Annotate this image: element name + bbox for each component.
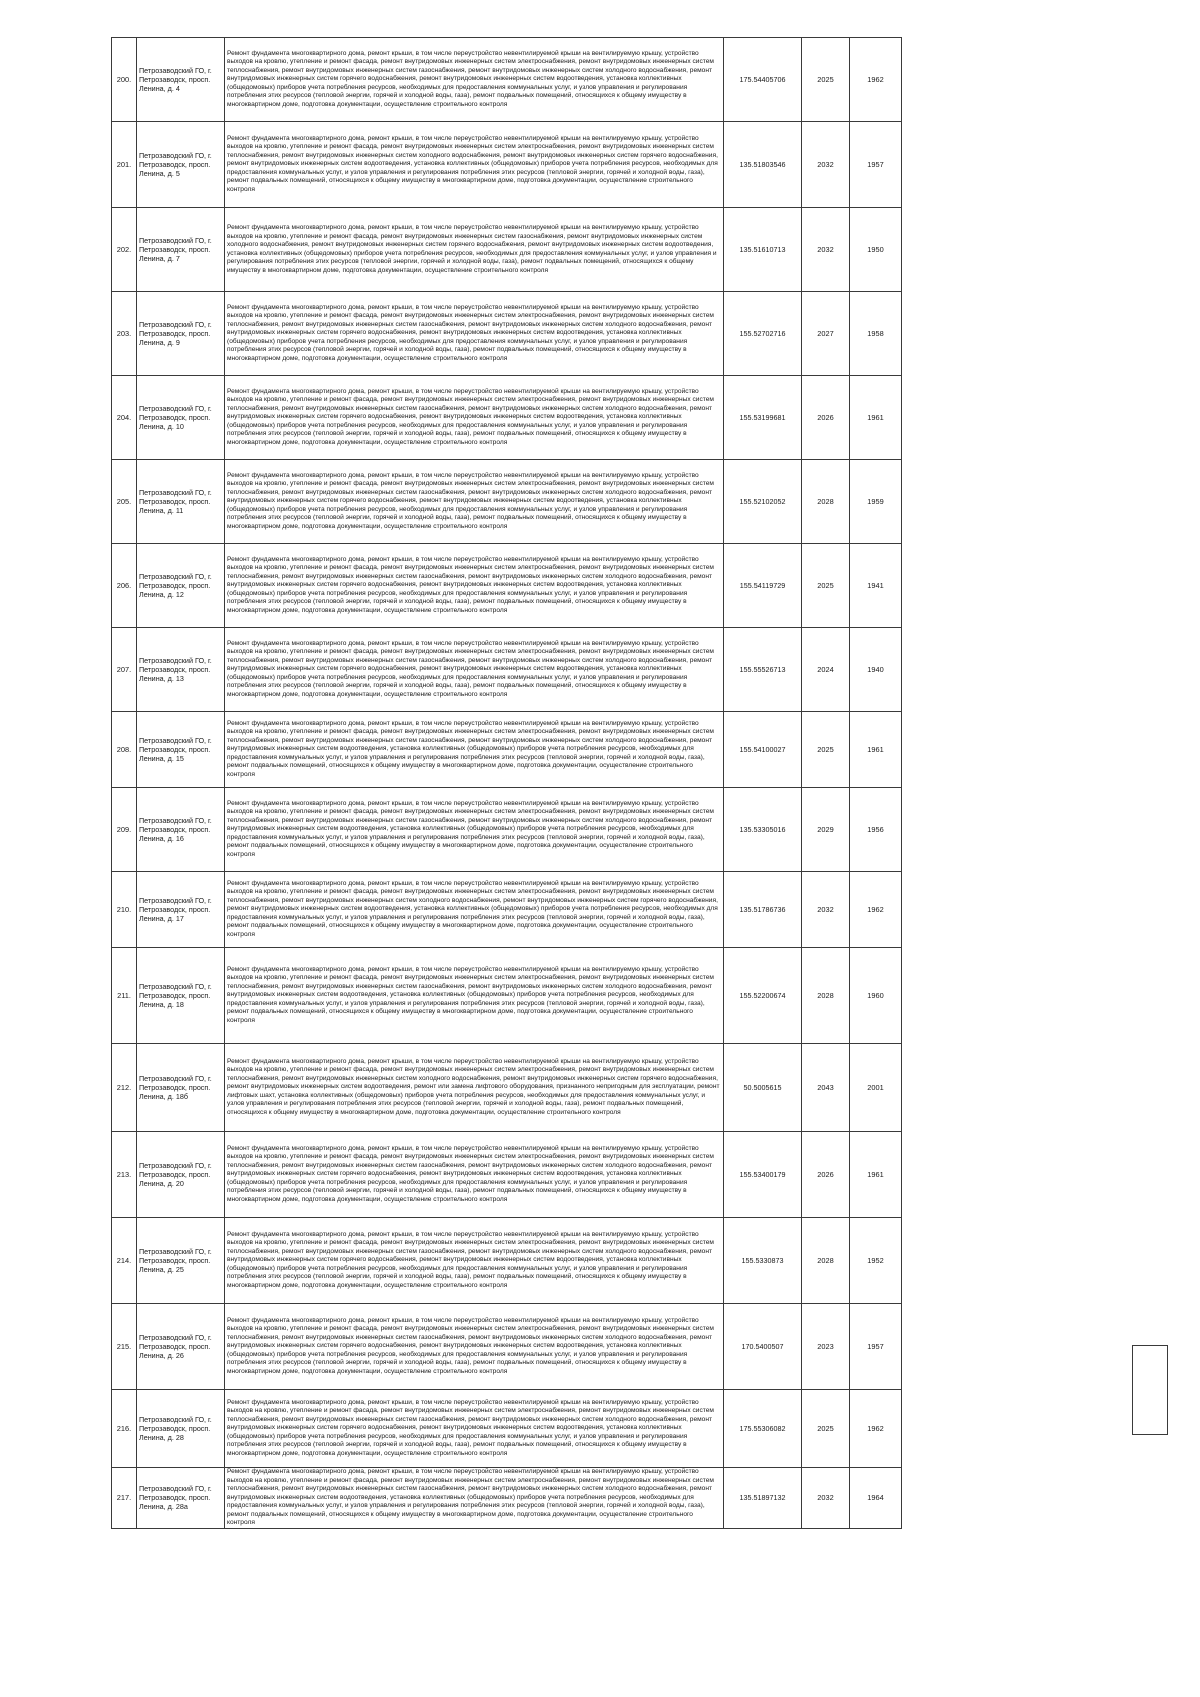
table-row — [112, 460, 902, 544]
address-cell: Петрозаводский ГО, г. Петрозаводск, просп. Ленина, д. 4 — [137, 38, 225, 122]
row-number: 204. — [112, 376, 137, 460]
address-cell: Петрозаводский ГО, г. Петрозаводск, просп. Ленина, д. 25 — [137, 1218, 225, 1304]
object-id-cell: 155.53400179 — [724, 1132, 802, 1218]
planned-year-cell: 2027 — [802, 292, 850, 376]
address-cell: Петрозаводский ГО, г. Петрозаводск, просп. Ленина, д. 28а — [137, 1468, 225, 1529]
address-cell: Петрозаводский ГО, г. Петрозаводск, просп. Ленина, д. 26 — [137, 1304, 225, 1390]
planned-year-cell: 2024 — [802, 628, 850, 712]
works-cell: Ремонт фундамента многоквартирного дома, ремонт крыши, в том числе переустройство невентилируемой крыши на вентилируемую крышу, устройство выходов на кровлю, утепление и ремонт фасада, ремонт внутридомовых инженерных систем электроснабжения, ремонт внутридомовых инженерных систем теплоснабжения, ремонт внутридомовых инженерных систем газоснабжения, ремонт внутридомовых инженерных систем холодного водоснабжения, ремонт внутридомовых инженерных систем горячего водоснабжения, ремонт внутридомовых инженерных систем водоотведения, установка коллективных (общедомовых) приборов учета потребления ресурсов, необходимых для предоставления коммунальных услуг, и узлов управления и регулирования потребления этих ресурсов (тепловой энергии, горячей и холодной воды, газа), ремонт подвальных помещений, относящихся к общему имуществу в многоквартирном доме, подготовка документации, осуществление строительного контроля — [225, 1304, 724, 1390]
built-year-cell: 1962 — [850, 1390, 902, 1468]
address-cell: Петрозаводский ГО, г. Петрозаводск, просп. Ленина, д. 18 — [137, 948, 225, 1044]
document-sheet — [111, 37, 891, 1529]
works-cell: Ремонт фундамента многоквартирного дома, ремонт крыши, в том числе переустройство невентилируемой крыши на вентилируемую крышу, устройство выходов на кровлю, утепление и ремонт фасада, ремонт внутридомовых инженерных систем электроснабжения, ремонт внутридомовых инженерных систем теплоснабжения, ремонт внутридомовых инженерных систем газоснабжения, ремонт внутридомовых инженерных систем холодного водоснабжения, ремонт внутридомовых инженерных систем горячего водоснабжения, ремонт внутридомовых инженерных систем водоотведения, установка коллективных (общедомовых) приборов учета потребления ресурсов, необходимых для предоставления коммунальных услуг, и узлов управления и регулирования потребления этих ресурсов (тепловой энергии, горячей и холодной воды, газа), ремонт подвальных помещений, относящихся к общему имуществу в многоквартирном доме, подготовка документации, осуществление строительного контроля — [225, 1218, 724, 1304]
address-cell: Петрозаводский ГО, г. Петрозаводск, просп. Ленина, д. 13 — [137, 628, 225, 712]
works-cell: Ремонт фундамента многоквартирного дома, ремонт крыши, в том числе переустройство невентилируемой крыши на вентилируемую крышу, устройство выходов на кровлю, утепление и ремонт фасада, ремонт внутридомовых инженерных систем электроснабжения, ремонт внутридомовых инженерных систем теплоснабжения, ремонт внутридомовых инженерных систем газоснабжения, ремонт внутридомовых инженерных систем холодного водоснабжения, ремонт внутридомовых инженерных систем горячего водоснабжения, ремонт внутридомовых инженерных систем водоотведения, установка коллективных (общедомовых) приборов учета потребления ресурсов, необходимых для предоставления коммунальных услуг, и узлов управления и регулирования потребления этих ресурсов (тепловой энергии, горячей и холодной воды, газа), ремонт подвальных помещений, относящихся к общему имуществу в многоквартирном доме, подготовка документации, осуществление строительного контроля — [225, 628, 724, 712]
row-number: 215. — [112, 1304, 137, 1390]
built-year-cell: 1950 — [850, 208, 902, 292]
row-number: 210. — [112, 872, 137, 948]
built-year-cell: 1956 — [850, 788, 902, 872]
works-cell: Ремонт фундамента многоквартирного дома, ремонт крыши, в том числе переустройство невентилируемой крыши на вентилируемую крышу, устройство выходов на кровлю, утепление и ремонт фасада, ремонт внутридомовых инженерных систем электроснабжения, ремонт внутридомовых инженерных систем теплоснабжения, ремонт внутридомовых инженерных систем газоснабжения, ремонт внутридомовых инженерных систем холодного водоснабжения, ремонт внутридомовых инженерных систем горячего водоснабжения, ремонт внутридомовых инженерных систем водоотведения, установка коллективных (общедомовых) приборов учета потребления ресурсов, необходимых для предоставления коммунальных услуг, и узлов управления и регулирования потребления этих ресурсов (тепловой энергии, горячей и холодной воды, газа), ремонт подвальных помещений, относящихся к общему имуществу в многоквартирном доме, подготовка документации, осуществление строительного контроля — [225, 376, 724, 460]
planned-year-cell: 2028 — [802, 1218, 850, 1304]
row-number: 217. — [112, 1468, 137, 1529]
object-id-cell: 155.53199681 — [724, 376, 802, 460]
object-id-cell: 170.5400507 — [724, 1304, 802, 1390]
object-id-cell: 155.54119729 — [724, 544, 802, 628]
built-year-cell: 1952 — [850, 1218, 902, 1304]
object-id-cell: 155.5330873 — [724, 1218, 802, 1304]
works-cell: Ремонт фундамента многоквартирного дома, ремонт крыши, в том числе переустройство невентилируемой крыши на вентилируемую крышу, устройство выходов на кровлю, утепление и ремонт фасада, ремонт внутридомовых инженерных систем электроснабжения, ремонт внутридомовых инженерных систем теплоснабжения, ремонт внутридомовых инженерных систем газоснабжения, ремонт внутридомовых инженерных систем холодного водоснабжения, ремонт внутридомовых инженерных систем водоотведения, установка коллективных (общедомовых) приборов учета потребления ресурсов, необходимых для предоставления коммунальных услуг, и узлов управления и регулирования потребления этих ресурсов (тепловой энергии, горячей и холодной воды, газа), ремонт подвальных помещений, относящихся к общему имуществу в многоквартирном доме, подготовка документации, осуществление строительного контроля — [225, 1468, 724, 1529]
works-cell: Ремонт фундамента многоквартирного дома, ремонт крыши, в том числе переустройство невентилируемой крыши на вентилируемую крышу, устройство выходов на кровлю, утепление и ремонт фасада, ремонт внутридомовых инженерных систем электроснабжения, ремонт внутридомовых инженерных систем теплоснабжения, ремонт внутридомовых инженерных систем холодного водоснабжения, ремонт внутридомовых инженерных систем горячего водоснабжения, ремонт внутридомовых инженерных систем водоотведения, ремонт или замена лифтового оборудования, признанного непригодным для эксплуатации, ремонт лифтовых шахт, установка коллективных (общедомовых) приборов учета потребления ресурсов, необходимых для предоставления коммунальных услуг, и узлов управления и регулирования потребления этих ресурсов (тепловой энергии, горячей и холодной воды, газа), ремонт подвальных помещений, относящихся к общему имуществу в многоквартирном доме, подготовка документации, осуществление строительного контроля — [225, 1044, 724, 1132]
table-row — [112, 1044, 902, 1132]
row-number: 202. — [112, 208, 137, 292]
built-year-cell: 1962 — [850, 38, 902, 122]
works-cell: Ремонт фундамента многоквартирного дома, ремонт крыши, в том числе переустройство невентилируемой крыши на вентилируемую крышу, устройство выходов на кровлю, утепление и ремонт фасада, ремонт внутридомовых инженерных систем электроснабжения, ремонт внутридомовых инженерных систем теплоснабжения, ремонт внутридомовых инженерных систем холодного водоснабжения, ремонт внутридомовых инженерных систем горячего водоснабжения, ремонт внутридомовых инженерных систем водоотведения, установка коллективных (общедомовых) приборов учета потребления ресурсов, необходимых для предоставления коммунальных услуг, и узлов управления и регулирования потребления этих ресурсов (тепловой энергии, горячей и холодной воды, газа), ремонт подвальных помещений, относящихся к общему имуществу в многоквартирном доме, подготовка документации, осуществление строительного контроля — [225, 872, 724, 948]
address-cell: Петрозаводский ГО, г. Петрозаводск, просп. Ленина, д. 10 — [137, 376, 225, 460]
table-row — [112, 872, 902, 948]
table-row — [112, 788, 902, 872]
works-cell: Ремонт фундамента многоквартирного дома, ремонт крыши, в том числе переустройство невентилируемой крыши на вентилируемую крышу, устройство выходов на кровлю, утепление и ремонт фасада, ремонт внутридомовых инженерных систем электроснабжения, ремонт внутридомовых инженерных систем теплоснабжения, ремонт внутридомовых инженерных систем холодного водоснабжения, ремонт внутридомовых инженерных систем горячего водоснабжения, ремонт внутридомовых инженерных систем водоотведения, установка коллективных (общедомовых) приборов учета потребления ресурсов, необходимых для предоставления коммунальных услуг, и узлов управления и регулирования потребления этих ресурсов (тепловой энергии, горячей и холодной воды, газа), ремонт подвальных помещений, относящихся к общему имуществу в многоквартирном доме, подготовка документации, осуществление строительного контроля — [225, 122, 724, 208]
table-row — [112, 628, 902, 712]
built-year-cell: 1941 — [850, 544, 902, 628]
table-row — [112, 544, 902, 628]
address-cell: Петрозаводский ГО, г. Петрозаводск, просп. Ленина, д. 17 — [137, 872, 225, 948]
address-cell: Петрозаводский ГО, г. Петрозаводск, просп. Ленина, д. 20 — [137, 1132, 225, 1218]
planned-year-cell: 2025 — [802, 544, 850, 628]
built-year-cell: 1957 — [850, 122, 902, 208]
works-cell: Ремонт фундамента многоквартирного дома, ремонт крыши, в том числе переустройство невентилируемой крыши на вентилируемую крышу, устройство выходов на кровлю, утепление и ремонт фасада, ремонт внутридомовых инженерных систем электроснабжения, ремонт внутридомовых инженерных систем теплоснабжения, ремонт внутридомовых инженерных систем газоснабжения, ремонт внутридомовых инженерных систем холодного водоснабжения, ремонт внутридомовых инженерных систем горячего водоснабжения, ремонт внутридомовых инженерных систем водоотведения, установка коллективных (общедомовых) приборов учета потребления ресурсов, необходимых для предоставления коммунальных услуг, и узлов управления и регулирования потребления этих ресурсов (тепловой энергии, горячей и холодной воды, газа), ремонт подвальных помещений, относящихся к общему имуществу в многоквартирном доме, подготовка документации, осуществление строительного контроля — [225, 544, 724, 628]
object-id-cell: 50.5005615 — [724, 1044, 802, 1132]
address-cell: Петрозаводский ГО, г. Петрозаводск, просп. Ленина, д. 12 — [137, 544, 225, 628]
object-id-cell: 155.52200674 — [724, 948, 802, 1044]
works-cell: Ремонт фундамента многоквартирного дома, ремонт крыши, в том числе переустройство невентилируемой крыши на вентилируемую крышу, устройство выходов на кровлю, утепление и ремонт фасада, ремонт внутридомовых инженерных систем электроснабжения, ремонт внутридомовых инженерных систем теплоснабжения, ремонт внутридомовых инженерных систем газоснабжения, ремонт внутридомовых инженерных систем холодного водоснабжения, ремонт внутридомовых инженерных систем горячего водоснабжения, ремонт внутридомовых инженерных систем водоотведения, установка коллективных (общедомовых) приборов учета потребления ресурсов, необходимых для предоставления коммунальных услуг, и узлов управления и регулирования потребления этих ресурсов (тепловой энергии, горячей и холодной воды, газа), ремонт подвальных помещений, относящихся к общему имуществу в многоквартирном доме, подготовка документации, осуществление строительного контроля — [225, 38, 724, 122]
table-row — [112, 38, 902, 122]
row-number: 201. — [112, 122, 137, 208]
row-number: 205. — [112, 460, 137, 544]
built-year-cell: 1961 — [850, 712, 902, 788]
row-number: 209. — [112, 788, 137, 872]
object-id-cell: 135.53305016 — [724, 788, 802, 872]
table-row — [112, 1390, 902, 1468]
planned-year-cell: 2032 — [802, 122, 850, 208]
table-row — [112, 1304, 902, 1390]
planned-year-cell: 2025 — [802, 712, 850, 788]
address-cell: Петрозаводский ГО, г. Петрозаводск, просп. Ленина, д. 28 — [137, 1390, 225, 1468]
planned-year-cell: 2032 — [802, 872, 850, 948]
planned-year-cell: 2032 — [802, 1468, 850, 1529]
address-cell: Петрозаводский ГО, г. Петрозаводск, просп. Ленина, д. 18б — [137, 1044, 225, 1132]
table-row — [112, 948, 902, 1044]
built-year-cell: 1962 — [850, 872, 902, 948]
row-number: 213. — [112, 1132, 137, 1218]
object-id-cell: 135.51610713 — [724, 208, 802, 292]
object-id-cell: 155.55526713 — [724, 628, 802, 712]
table-row — [112, 1218, 902, 1304]
table-row — [112, 292, 902, 376]
built-year-cell: 1964 — [850, 1468, 902, 1529]
address-cell: Петрозаводский ГО, г. Петрозаводск, просп. Ленина, д. 11 — [137, 460, 225, 544]
object-id-cell: 155.52702716 — [724, 292, 802, 376]
built-year-cell: 1961 — [850, 1132, 902, 1218]
planned-year-cell: 2023 — [802, 1304, 850, 1390]
planned-year-cell: 2032 — [802, 208, 850, 292]
planned-year-cell: 2029 — [802, 788, 850, 872]
table-row — [112, 712, 902, 788]
object-id-cell: 155.54100027 — [724, 712, 802, 788]
works-cell: Ремонт фундамента многоквартирного дома, ремонт крыши, в том числе переустройство невентилируемой крыши на вентилируемую крышу, устройство выходов на кровлю, утепление и ремонт фасада, ремонт внутридомовых инженерных систем электроснабжения, ремонт внутридомовых инженерных систем теплоснабжения, ремонт внутридомовых инженерных систем газоснабжения, ремонт внутридомовых инженерных систем холодного водоснабжения, ремонт внутридомовых инженерных систем водоотведения, установка коллективных (общедомовых) приборов учета потребления ресурсов, необходимых для предоставления коммунальных услуг, и узлов управления и регулирования потребления этих ресурсов (тепловой энергии, горячей и холодной воды, газа), ремонт подвальных помещений, относящихся к общему имуществу в многоквартирном доме, подготовка документации, осуществление строительного контроля — [225, 788, 724, 872]
address-cell: Петрозаводский ГО, г. Петрозаводск, просп. Ленина, д. 15 — [137, 712, 225, 788]
works-cell: Ремонт фундамента многоквартирного дома, ремонт крыши, в том числе переустройство невентилируемой крыши на вентилируемую крышу, устройство выходов на кровлю, утепление и ремонт фасада, ремонт внутридомовых инженерных систем газоснабжения, ремонт внутридомовых инженерных систем холодного водоснабжения, ремонт внутридомовых инженерных систем горячего водоснабжения, ремонт внутридомовых инженерных систем водоотведения, установка коллективных (общедомовых) приборов учета потребления ресурсов, необходимых для предоставления коммунальных услуг, и узлов управления и регулирования потребления этих ресурсов (тепловой энергии, горячей и холодной воды, газа), ремонт подвальных помещений, относящихся к общему имуществу в многоквартирном доме, подготовка документации, осуществление строительного контроля — [225, 208, 724, 292]
table-row — [112, 1468, 902, 1529]
address-cell: Петрозаводский ГО, г. Петрозаводск, просп. Ленина, д. 5 — [137, 122, 225, 208]
address-cell: Петрозаводский ГО, г. Петрозаводск, просп. Ленина, д. 9 — [137, 292, 225, 376]
table-row — [112, 1132, 902, 1218]
row-number: 206. — [112, 544, 137, 628]
object-id-cell: 135.51803546 — [724, 122, 802, 208]
planned-year-cell: 2028 — [802, 460, 850, 544]
row-number: 203. — [112, 292, 137, 376]
works-cell: Ремонт фундамента многоквартирного дома, ремонт крыши, в том числе переустройство невентилируемой крыши на вентилируемую крышу, устройство выходов на кровлю, утепление и ремонт фасада, ремонт внутридомовых инженерных систем электроснабжения, ремонт внутридомовых инженерных систем теплоснабжения, ремонт внутридомовых инженерных систем газоснабжения, ремонт внутридомовых инженерных систем холодного водоснабжения, ремонт внутридомовых инженерных систем горячего водоснабжения, ремонт внутридомовых инженерных систем водоотведения, установка коллективных (общедомовых) приборов учета потребления ресурсов, необходимых для предоставления коммунальных услуг, и узлов управления и регулирования потребления этих ресурсов (тепловой энергии, горячей и холодной воды, газа), ремонт подвальных помещений, относящихся к общему имуществу в многоквартирном доме, подготовка документации, осуществление строительного контроля — [225, 292, 724, 376]
table-row — [112, 122, 902, 208]
works-cell: Ремонт фундамента многоквартирного дома, ремонт крыши, в том числе переустройство невентилируемой крыши на вентилируемую крышу, устройство выходов на кровлю, утепление и ремонт фасада, ремонт внутридомовых инженерных систем электроснабжения, ремонт внутридомовых инженерных систем теплоснабжения, ремонт внутридомовых инженерных систем газоснабжения, ремонт внутридомовых инженерных систем холодного водоснабжения, ремонт внутридомовых инженерных систем горячего водоснабжения, ремонт внутридомовых инженерных систем водоотведения, установка коллективных (общедомовых) приборов учета потребления ресурсов, необходимых для предоставления коммунальных услуг, и узлов управления и регулирования потребления этих ресурсов (тепловой энергии, горячей и холодной воды, газа), ремонт подвальных помещений, относящихся к общему имуществу в многоквартирном доме, подготовка документации, осуществление строительного контроля — [225, 1132, 724, 1218]
built-year-cell: 1959 — [850, 460, 902, 544]
built-year-cell: 1957 — [850, 1304, 902, 1390]
object-id-cell: 135.51897132 — [724, 1468, 802, 1529]
row-number: 208. — [112, 712, 137, 788]
built-year-cell: 1940 — [850, 628, 902, 712]
works-cell: Ремонт фундамента многоквартирного дома, ремонт крыши, в том числе переустройство невентилируемой крыши на вентилируемую крышу, устройство выходов на кровлю, утепление и ремонт фасада, ремонт внутридомовых инженерных систем электроснабжения, ремонт внутридомовых инженерных систем теплоснабжения, ремонт внутридомовых инженерных систем газоснабжения, ремонт внутридомовых инженерных систем холодного водоснабжения, ремонт внутридомовых инженерных систем горячего водоснабжения, ремонт внутридомовых инженерных систем водоотведения, установка коллективных (общедомовых) приборов учета потребления ресурсов, необходимых для предоставления коммунальных услуг, и узлов управления и регулирования потребления этих ресурсов (тепловой энергии, горячей и холодной воды, газа), ремонт подвальных помещений, относящихся к общему имуществу в многоквартирном доме, подготовка документации, осуществление строительного контроля — [225, 1390, 724, 1468]
planned-year-cell: 2026 — [802, 376, 850, 460]
register-table-body — [112, 38, 902, 1529]
object-id-cell: 175.55306082 — [724, 1390, 802, 1468]
planned-year-cell: 2025 — [802, 38, 850, 122]
built-year-cell: 1960 — [850, 948, 902, 1044]
built-year-cell: 1961 — [850, 376, 902, 460]
planned-year-cell: 2043 — [802, 1044, 850, 1132]
row-number: 212. — [112, 1044, 137, 1132]
row-number: 211. — [112, 948, 137, 1044]
planned-year-cell: 2028 — [802, 948, 850, 1044]
works-cell: Ремонт фундамента многоквартирного дома, ремонт крыши, в том числе переустройство невентилируемой крыши на вентилируемую крышу, устройство выходов на кровлю, утепление и ремонт фасада, ремонт внутридомовых инженерных систем электроснабжения, ремонт внутридомовых инженерных систем теплоснабжения, ремонт внутридомовых инженерных систем газоснабжения, ремонт внутридомовых инженерных систем холодного водоснабжения, ремонт внутридомовых инженерных систем водоотведения, установка коллективных (общедомовых) приборов учета потребления ресурсов, необходимых для предоставления коммунальных услуг, и узлов управления и регулирования потребления этих ресурсов (тепловой энергии, горячей и холодной воды, газа), ремонт подвальных помещений, относящихся к общему имуществу в многоквартирном доме, подготовка документации, осуществление строительного контроля — [225, 948, 724, 1044]
row-number: 200. — [112, 38, 137, 122]
row-number: 214. — [112, 1218, 137, 1304]
works-cell: Ремонт фундамента многоквартирного дома, ремонт крыши, в том числе переустройство невентилируемой крыши на вентилируемую крышу, устройство выходов на кровлю, утепление и ремонт фасада, ремонт внутридомовых инженерных систем электроснабжения, ремонт внутридомовых инженерных систем теплоснабжения, ремонт внутридомовых инженерных систем газоснабжения, ремонт внутридомовых инженерных систем холодного водоснабжения, ремонт внутридомовых инженерных систем горячего водоснабжения, ремонт внутридомовых инженерных систем водоотведения, установка коллективных (общедомовых) приборов учета потребления ресурсов, необходимых для предоставления коммунальных услуг, и узлов управления и регулирования потребления этих ресурсов (тепловой энергии, горячей и холодной воды, газа), ремонт подвальных помещений, относящихся к общему имуществу в многоквартирном доме, подготовка документации, осуществление строительного контроля — [225, 460, 724, 544]
object-id-cell: 135.51786736 — [724, 872, 802, 948]
margin-stamp-box — [1132, 1345, 1168, 1435]
row-number: 207. — [112, 628, 137, 712]
built-year-cell: 1958 — [850, 292, 902, 376]
object-id-cell: 155.52102052 — [724, 460, 802, 544]
object-id-cell: 175.54405706 — [724, 38, 802, 122]
address-cell: Петрозаводский ГО, г. Петрозаводск, просп. Ленина, д. 7 — [137, 208, 225, 292]
table-row — [112, 208, 902, 292]
address-cell: Петрозаводский ГО, г. Петрозаводск, просп. Ленина, д. 16 — [137, 788, 225, 872]
table-row — [112, 376, 902, 460]
planned-year-cell: 2026 — [802, 1132, 850, 1218]
planned-year-cell: 2025 — [802, 1390, 850, 1468]
register-table — [111, 37, 902, 1529]
works-cell: Ремонт фундамента многоквартирного дома, ремонт крыши, в том числе переустройство невентилируемой крыши на вентилируемую крышу, устройство выходов на кровлю, утепление и ремонт фасада, ремонт внутридомовых инженерных систем электроснабжения, ремонт внутридомовых инженерных систем теплоснабжения, ремонт внутридомовых инженерных систем газоснабжения, ремонт внутридомовых инженерных систем холодного водоснабжения, ремонт внутридомовых инженерных систем водоотведения, установка коллективных (общедомовых) приборов учета потребления ресурсов, необходимых для предоставления коммунальных услуг, и узлов управления и регулирования потребления этих ресурсов (тепловой энергии, горячей и холодной воды, газа), ремонт подвальных помещений, относящихся к общему имуществу в многоквартирном доме, подготовка документации, осуществление строительного контроля — [225, 712, 724, 788]
row-number: 216. — [112, 1390, 137, 1468]
built-year-cell: 2001 — [850, 1044, 902, 1132]
